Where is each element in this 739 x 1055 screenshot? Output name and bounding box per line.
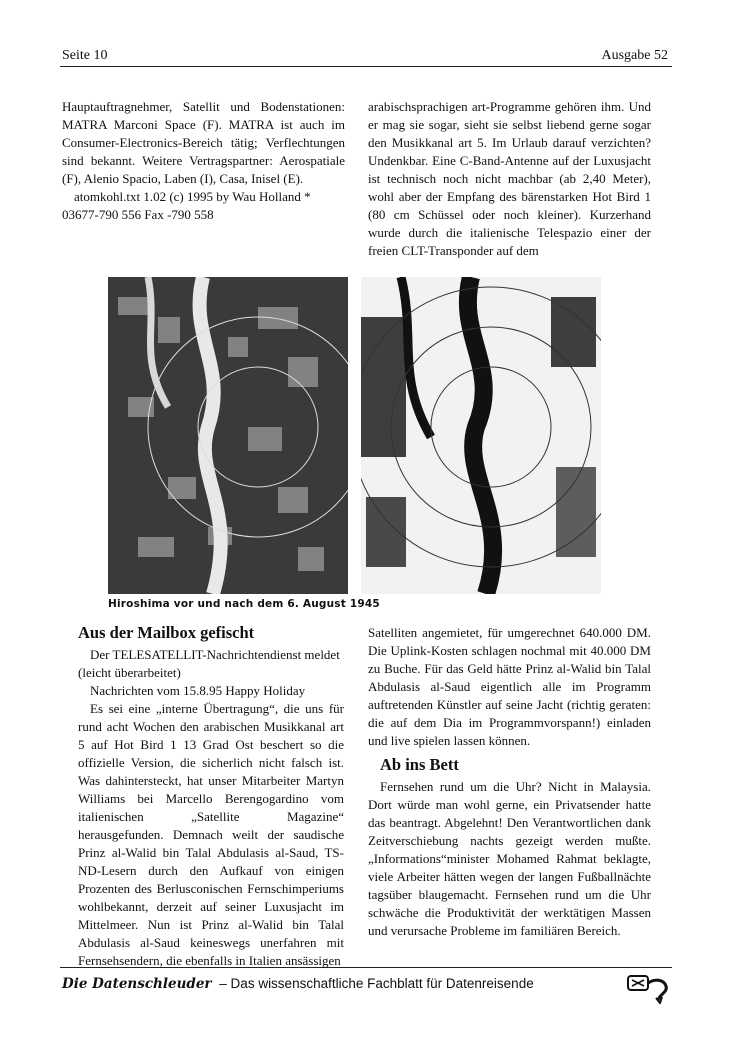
page-header: [60, 44, 672, 67]
paragraph: Hauptauftragnehmer, Satellit und Bodenstationen: MATRA Marconi Space (F). MATRA ist auch im Consumer-Electronics-Bereich tätig; Verflechtungen sind bekannt. Weitere Vertragspartner: Aerospatiale (F), Alenio Spacio, Laben (I), Casa, Inisel (E).: [62, 99, 345, 186]
paragraph: Fernsehen rund um die Uhr? Nicht in Malaysia. Dort würde man wohl gerne, ein Privatsender hatte das beantragt. Abgelehnt! Den Verantwortlichen dank Zeitverschiebung nachts gezeigt werden mußte. „Informations“minister Mohamed Rahmat beklagte, viele Arbeiter hätten wegen der langen Fußballnächte tagsüber blaugemacht. Fernsehen rund um die Uhr schwäche die Produktivität der werktätigen Massen und verursache Probleme im familiären Bereich.: [368, 779, 651, 938]
photo-hiroshima-after: [361, 277, 601, 594]
paragraph: atomkohl.txt 1.02 (c) 1995 by Wau Holland * 03677-790 556 Fax -790 558: [62, 189, 311, 222]
column-1-bottom: [78, 624, 344, 970]
column-2-bottom: [368, 624, 651, 940]
page-number: Seite 10: [62, 48, 108, 63]
magazine-name: Die Datenschleuder: [62, 976, 212, 992]
paragraph: Nachrichten vom 15.8.95 Happy Holiday: [90, 683, 306, 698]
paragraph: arabischsprachigen art-Programme gehören ihm. Und er mag sie sogar, sieht sie selbst liebend gerne sogar den Musikkanal art 5. Im Urlaub darauf verzichten? Undenkbar. Eine C-Band-Antenne auf der Luxusjacht ist technisch noch nicht machbar (ab 2,40 Meter), wohl aber der Empfang des bärenstarken Hot Bird 1 (80 cm Schüssel oder noch kleiner). Kurzerhand wurde durch die italienische Telespazio einer der freien CLT-Transponder auf dem: [368, 99, 651, 258]
footer-text: [62, 976, 534, 992]
photo-hiroshima-before: [108, 277, 348, 594]
paragraph: Der TELESATELLIT-Nachrichtendienst meldet (leicht überarbeitet): [78, 647, 340, 680]
article-1-title: Aus der Mailbox gefischt: [78, 623, 255, 642]
column-1-top: [62, 98, 345, 224]
paragraph: Satelliten angemietet, für umgerechnet 640.000 DM. Die Uplink-Kosten schlagen nochmal mit 40.000 DM zu Buche. Für das Geld hätte Prinz al-Walid bin Talal Abdulasis al-Saud eigentlich alle im Programm auftretenden Künstler auf seine Jacht (richtig geraten: die auf dem Dia im Programmvorspann!) einladen und live spielen lassen können.: [368, 625, 651, 748]
issue-number: Ausgabe 52: [601, 48, 668, 63]
photo-caption: Hiroshima vor und nach dem 6. August 1945: [108, 598, 380, 610]
article-2-title: Ab ins Bett: [380, 755, 459, 774]
page-footer: [60, 967, 672, 1008]
chaos-knot-logo-icon: [626, 972, 670, 1004]
column-2-top: [368, 98, 651, 260]
paragraph: Es sei eine „interne Übertragung“, die uns für rund acht Wochen den arabischen Musikkanal art 5 auf Hot Bird 1 13 Grad Ost beschert so die offizielle Version, die sicherlich nicht falsch ist. Was dahintersteckt, hat unser Mitarbeiter Martyn Williams bei Marcello Berengogardino vom italienischen „Satellite Magazine“ herausgefunden. Demnach weilt der saudische Prinz al-Walid bin Talal Abdulasis al-Saud, TS-ND-Lesern durch den Aufkauf von einigen Prozenten des Berlusconischen Fernschimperiums wohlbekannt, derzeit auf seiner Luxusjacht im Mittelmeer. Nun ist Prinz al-Walid bin Talal Abdulasis al-Saud keineswegs unerfahren mit Fernsehsendern, die ebenfalls in Italien ansässigen: [78, 701, 344, 968]
magazine-tagline: – Das wissenschaftliche Fachblatt für Datenreisende: [219, 976, 534, 991]
photo-pair: [108, 277, 601, 599]
